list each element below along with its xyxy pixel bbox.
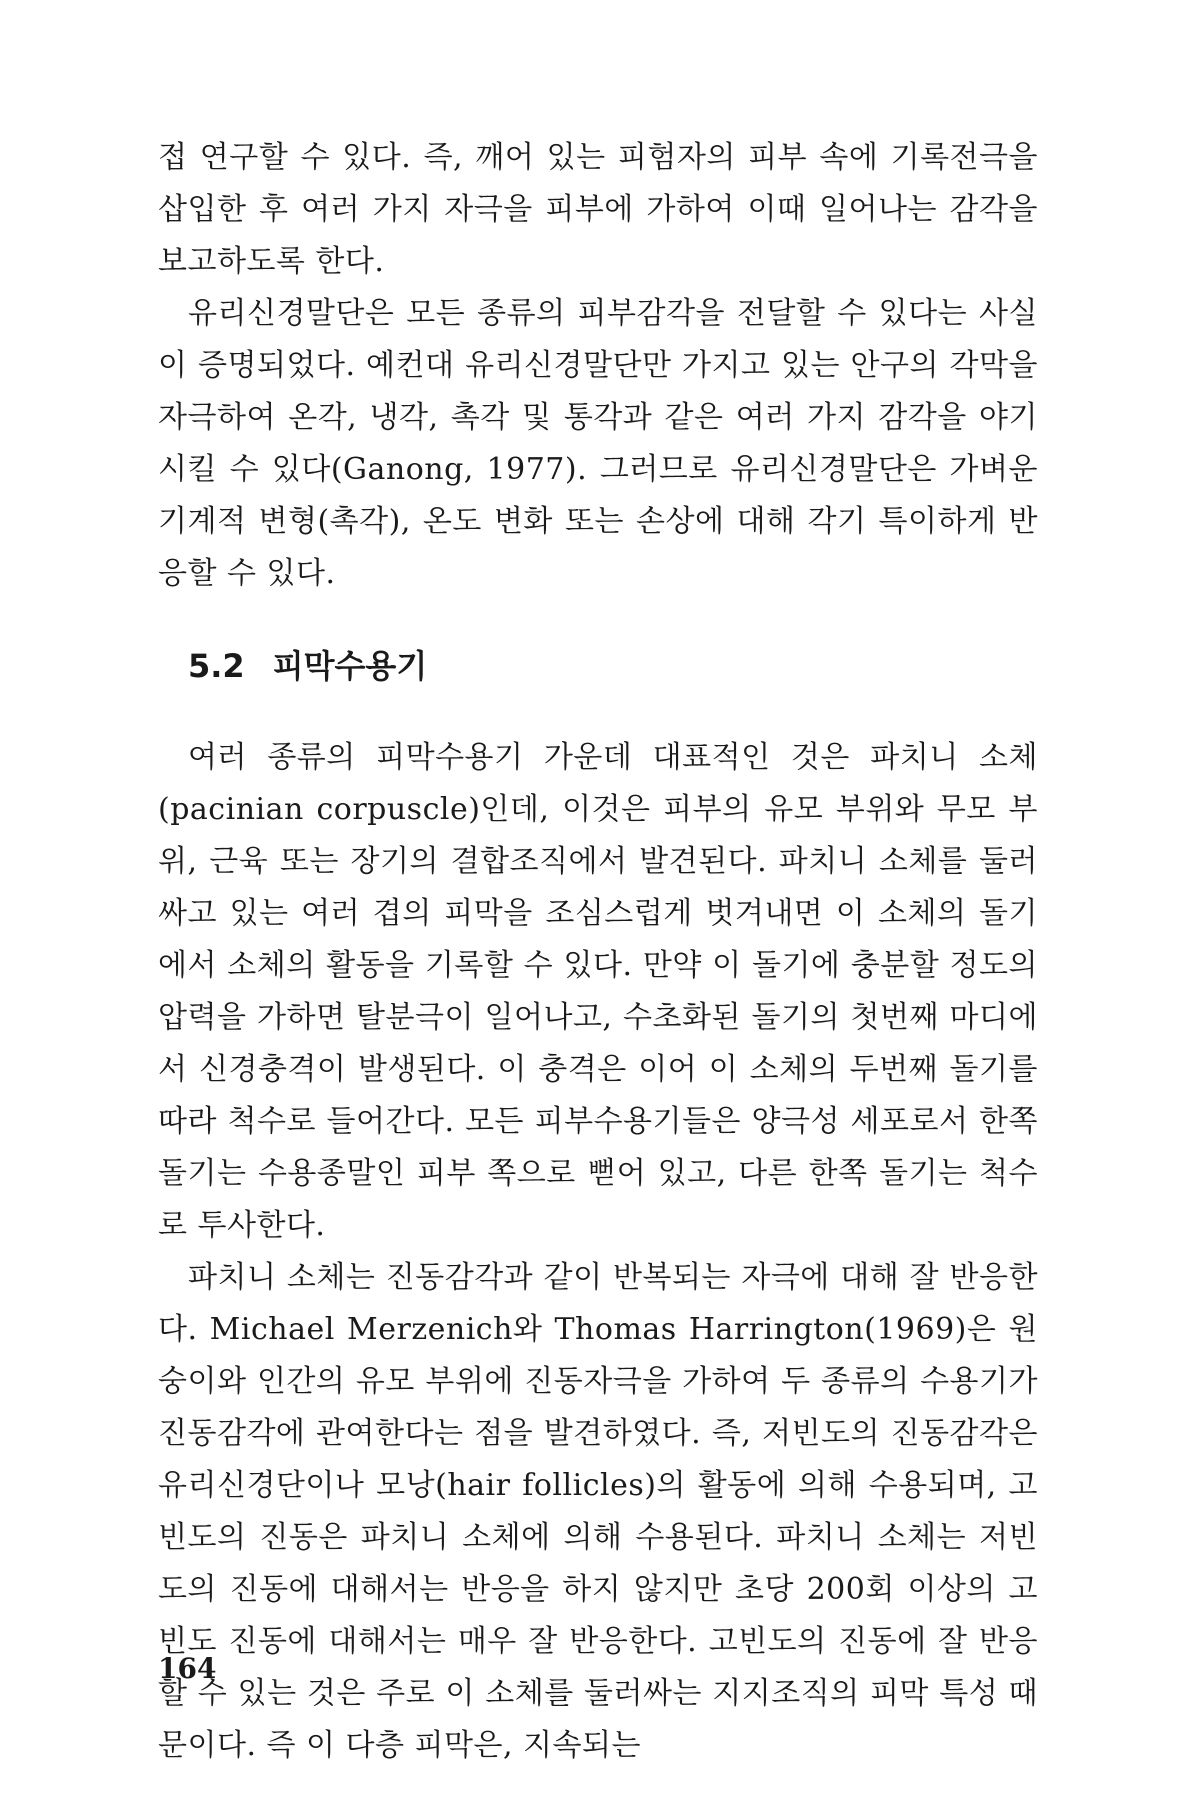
section-number: 5.2 bbox=[188, 647, 245, 685]
paragraph-3: 여러 종류의 피막수용기 가운데 대표적인 것은 파치니 소체(pacinian corpuscle)인데, 이것은 피부의 유모 부위와 무모 부위, 근육 또는 장기의 결합조직에서 발견된다. 파치니 소체를 둘러싸고 있는 여러 겹의 피막을 조심스럽게 벗겨내면 이 소체의 돌기에서 소체의 활동을 기록할 수 있다. 만약 이 돌기에 충분할 정도의 압력을 가하면 탈분극이 일어나고, 수초화된 돌기의 첫번째 마디에서 신경충격이 발생된다. 이 충격은 이어 이 소체의 두번째 돌기를 따라 척수로 들어간다. 모든 피부수용기들은 양극성 세포로서 한쪽 돌기는 수용종말인 피부 쪽으로 뻗어 있고, 다른 한쪽 돌기는 척수로 투사한다. bbox=[158, 740, 1038, 1243]
paragraph-1: 접 연구할 수 있다. 즉, 깨어 있는 피험자의 피부 속에 기록전극을 삽입한 후 여러 가지 자극을 피부에 가하여 이때 일어나는 감각을 보고하도록 한다. bbox=[158, 140, 1038, 279]
page-body bbox=[158, 132, 1038, 1772]
section-title: 피막수용기 bbox=[272, 647, 428, 685]
paragraph-2: 유리신경말단은 모든 종류의 피부감각을 전달할 수 있다는 사실이 증명되었다. 예컨대 유리신경말단만 가지고 있는 안구의 각막을 자극하여 온각, 냉각, 촉각 및 통각과 같은 여러 가지 감각을 야기시킬 수 있다(Ganong, 1977). 그러므로 유리신경말단은 가벼운 기계적 변형(촉각), 온도 변화 또는 손상에 대해 각기 특이하게 반응할 수 있다. bbox=[158, 296, 1038, 591]
section-heading bbox=[158, 640, 1038, 692]
paragraph-4: 파치니 소체는 진동감각과 같이 반복되는 자극에 대해 잘 반응한다. Michael Merzenich와 Thomas Harrington(1969)은 원숭이와 인간의 유모 부위에 진동자극을 가하여 두 종류의 수용기가 진동감각에 관여한다는 점을 발견하였다. 즉, 저빈도의 진동감각은 유리신경단이나 모낭(hair follicles)의 활동에 의해 수용되며, 고빈도의 진동은 파치니 소체에 의해 수용된다. 파치니 소체는 저빈도의 진동에 대해서는 반응을 하지 않지만 초당 200회 이상의 고빈도 진동에 대해서는 매우 잘 반응한다. 고빈도의 진동에 잘 반응할 수 있는 것은 주로 이 소체를 둘러싸는 지지조직의 피막 특성 때문이다. 즉 이 다층 피막은, 지속되는 bbox=[158, 1260, 1038, 1763]
page-number: 164 bbox=[158, 1652, 217, 1685]
